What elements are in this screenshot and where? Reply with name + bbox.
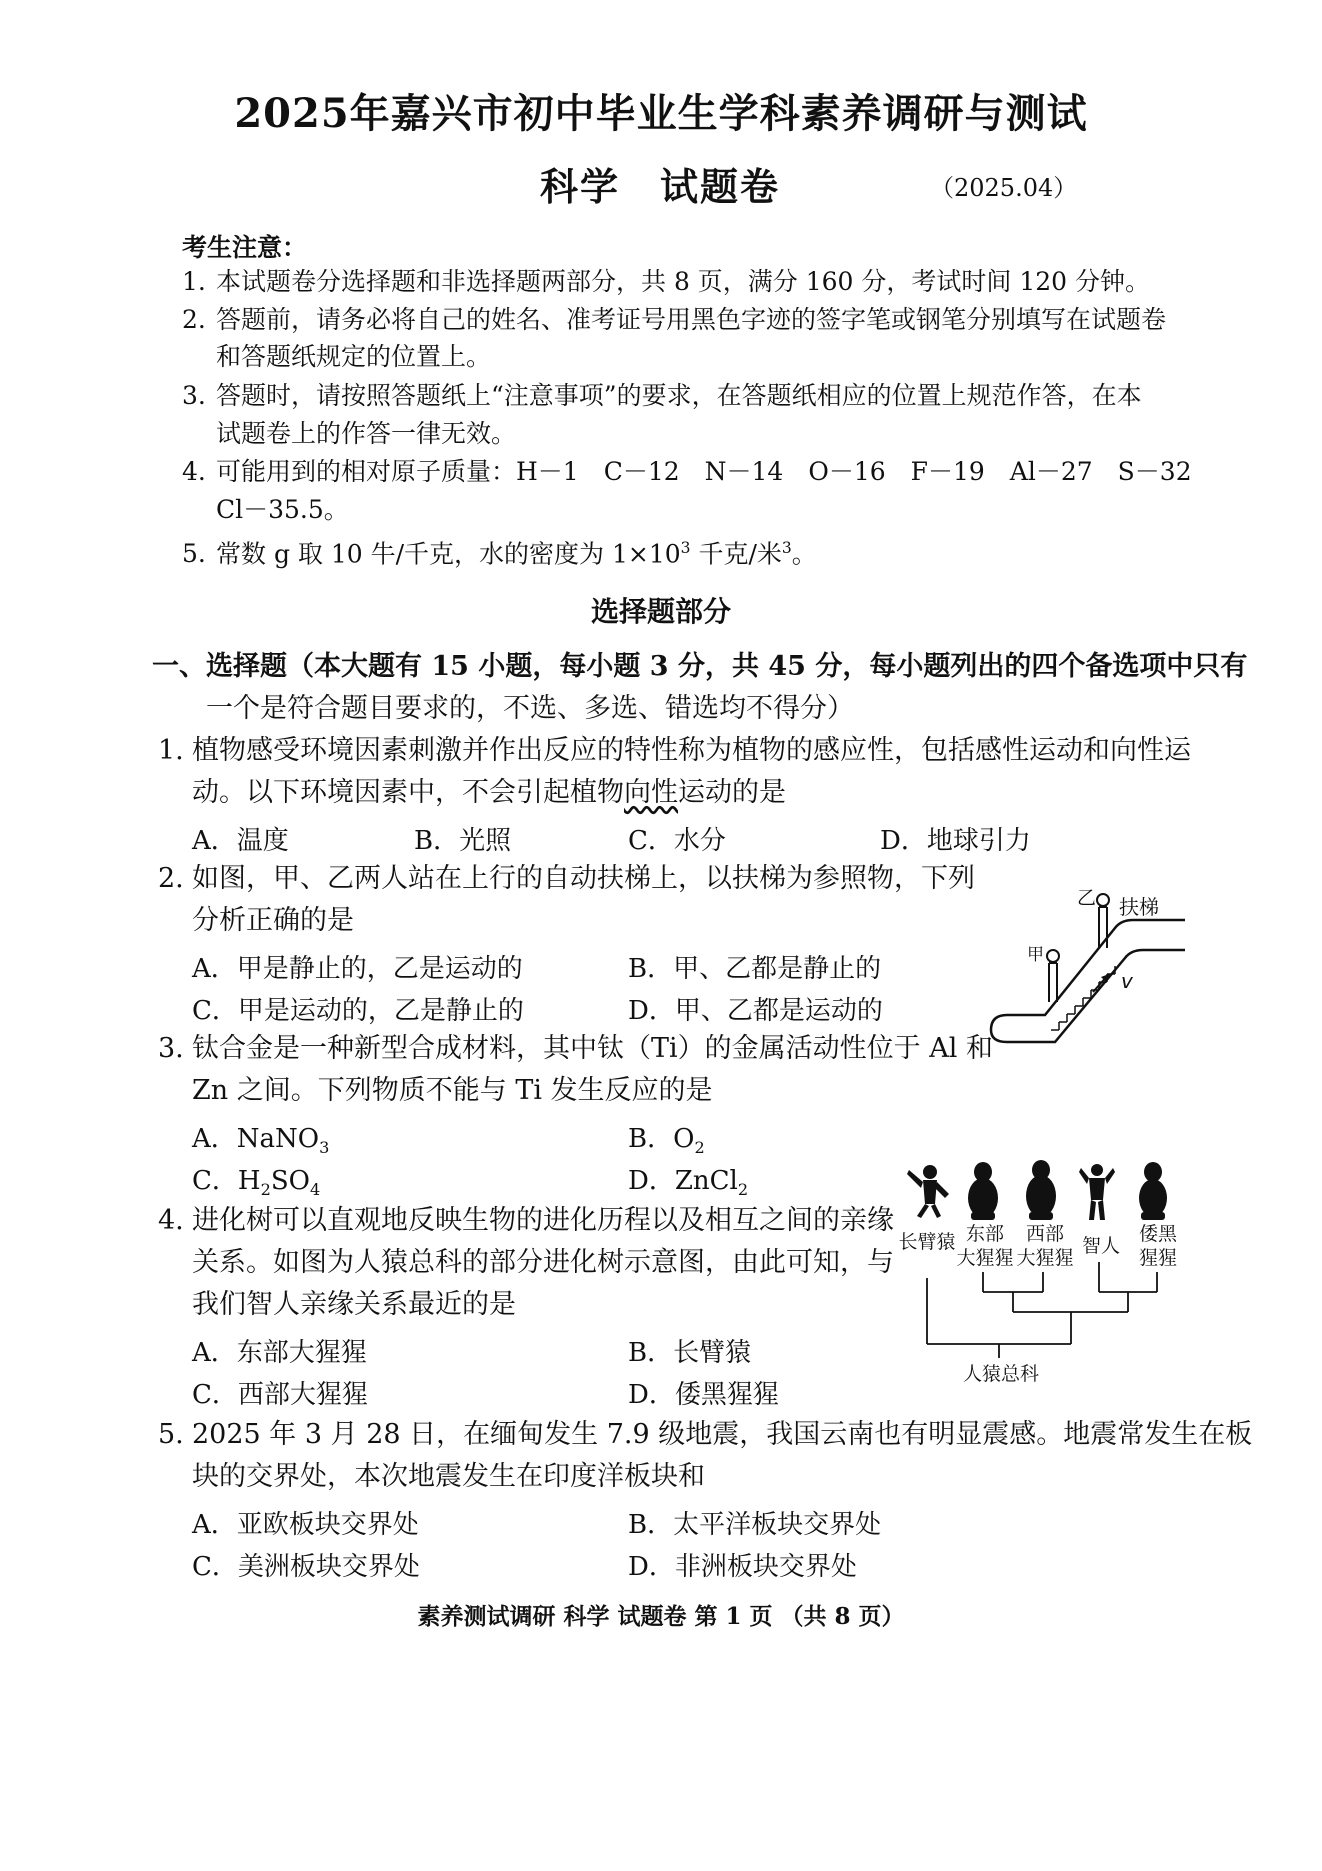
question-3: 3. 钛合金是一种新型合成材料，其中钛（Ti）的金属活动性位于 Al 和 <box>158 1033 993 1064</box>
section-title: 选择题部分 <box>590 595 731 628</box>
q2-option-b[interactable]: B．甲、乙都是静止的 <box>628 954 882 984</box>
paper-subtitle <box>540 156 780 211</box>
q5-option-a[interactable]: A．亚欧板块交界处 <box>192 1510 419 1540</box>
q2-option-a[interactable]: A．甲是静止的，乙是运动的 <box>192 954 523 984</box>
escalator-figure <box>985 880 1195 1050</box>
q5-option-b[interactable]: B．太平洋板块交界处 <box>628 1510 882 1540</box>
question-4-cont-2: 我们智人亲缘关系最近的是 <box>192 1289 516 1320</box>
species-label-5b: 猩猩 <box>1138 1247 1178 1269</box>
species-label-2b: 大猩猩 <box>956 1247 1014 1269</box>
notice-item-4: 4. 可能用到的相对原子质量：H－1 C－12 N－14 O－16 F－19 Al－27 S－32 <box>182 457 1192 486</box>
person-jia-icon <box>1047 950 1059 962</box>
question-1-cont: 动。以下环境因素中，不会引起植物向性运动的是 <box>192 777 786 808</box>
paper-label: 试题卷 <box>660 164 781 209</box>
species-label-1: 长臂猿 <box>898 1231 956 1253</box>
emphasis-xiangxing: 向性 <box>624 777 678 808</box>
notice-title: 考生注意： <box>182 233 308 262</box>
question-5: 5. 2025 年 3 月 28 日，在缅甸发生 7.9 级地震，我国云南也有明显震感。地震常发生在板 <box>158 1419 1253 1450</box>
eastern-gorilla-icon <box>968 1162 998 1220</box>
q2-option-d[interactable]: D．甲、乙都是运动的 <box>628 996 883 1026</box>
species-label-2: 东部 <box>965 1223 1005 1245</box>
species-label-5: 倭黑 <box>1138 1223 1178 1245</box>
q2-option-c[interactable]: C．甲是运动的，乙是静止的 <box>192 996 524 1026</box>
label-v: v <box>1121 969 1133 993</box>
notice-item-1: 1. 本试题卷分选择题和非选择题两部分，共 8 页，满分 160 分，考试时间 120 分钟。 <box>182 267 1151 296</box>
q1-option-c[interactable]: C．水分 <box>628 826 726 856</box>
q4-option-b[interactable]: B．长臂猿 <box>628 1338 752 1368</box>
q4-option-c[interactable]: C．西部大猩猩 <box>192 1380 368 1410</box>
exam-date: （2025.04） <box>930 174 1078 202</box>
page-footer: 素养测试调研 科学 试题卷 第 1 页 （共 8 页） <box>417 1603 905 1630</box>
question-5-cont: 块的交界处，本次地震发生在印度洋板块和 <box>192 1461 705 1492</box>
section-intro: 一、选择题（本大题有 15 小题，每小题 3 分，共 45 分，每小题列出的四个备选项中只有 <box>152 651 1248 682</box>
question-2-cont: 分析正确的是 <box>192 905 354 936</box>
person-yi-icon <box>1097 894 1109 906</box>
notice-item-2: 2. 答题前，请务必将自己的姓名、准考证号用黑色字迹的签字笔或钢笔分别填写在试题卷 <box>182 305 1167 334</box>
q5-option-c[interactable]: C．美洲板块交界处 <box>192 1552 420 1582</box>
notice-item-3-cont: 试题卷上的作答一律无效。 <box>216 419 517 448</box>
notice-item-5: 5. 常数 g 取 10 牛/千克，水的密度为 $1\times 10^3$ 千克/米$^3$。 <box>182 539 817 569</box>
label-escalator: 扶梯 <box>1119 895 1159 919</box>
q5-option-d[interactable]: D．非洲板块交界处 <box>628 1552 857 1582</box>
notice-item-2-cont: 和答题纸规定的位置上。 <box>216 342 492 371</box>
label-jia: 甲 <box>1027 945 1044 965</box>
section-intro-cont: 一个是符合题目要求的，不选、多选、错选均不得分） <box>206 693 854 724</box>
q1-option-b[interactable]: B．光照 <box>414 826 512 856</box>
question-2: 2. 如图，甲、乙两人站在上行的自动扶梯上，以扶梯为参照物，下列 <box>158 863 975 894</box>
notice-item-3: 3. 答题时，请按照答题纸上“注意事项”的要求，在答题纸相应的位置上规范作答，在本 <box>182 381 1142 410</box>
q3-option-d[interactable]: D．ZnCl$_2$ <box>628 1166 749 1200</box>
evolution-tree-figure <box>895 1160 1215 1385</box>
gibbon-icon <box>907 1165 949 1218</box>
q3-option-c[interactable]: C．$H_2SO_4$ <box>192 1166 321 1200</box>
q3-option-b[interactable]: B．$O_2$ <box>628 1124 705 1158</box>
question-3-cont: Zn 之间。下列物质不能与 Ti 发生反应的是 <box>192 1075 713 1106</box>
subject-label: 科学 <box>540 164 621 209</box>
page-title: 2025年嘉兴市初中毕业生学科素养调研与测试 <box>234 90 1088 137</box>
western-gorilla-icon <box>1026 1160 1056 1220</box>
notice-item-4-cont: Cl－35.5。 <box>216 495 349 524</box>
q4-option-a[interactable]: A．东部大猩猩 <box>192 1338 367 1368</box>
label-yi: 乙 <box>1077 887 1097 909</box>
q1-option-d[interactable]: D．地球引力 <box>880 826 1031 856</box>
q4-option-d[interactable]: D．倭黑猩猩 <box>628 1380 779 1410</box>
question-1: 1. 植物感受环境因素刺激并作出反应的特性称为植物的感应性，包括感性运动和向性运 <box>158 735 1191 766</box>
tree-root-label: 人猿总科 <box>962 1363 1040 1385</box>
bonobo-icon <box>1139 1162 1167 1220</box>
species-label-3b: 大猩猩 <box>1016 1247 1074 1269</box>
q3-option-a[interactable]: A．NaNO$_3$ <box>192 1124 330 1158</box>
species-label-3: 西部 <box>1025 1223 1065 1245</box>
species-label-4: 智人 <box>1081 1235 1121 1257</box>
question-4: 4. 进化树可以直观地反映生物的进化历程以及相互之间的亲缘 <box>158 1205 894 1236</box>
question-4-cont-1: 关系。如图为人猿总科的部分进化树示意图，由此可知，与 <box>192 1247 894 1278</box>
q1-option-a[interactable]: A．温度 <box>192 826 289 856</box>
human-icon <box>1079 1164 1115 1220</box>
